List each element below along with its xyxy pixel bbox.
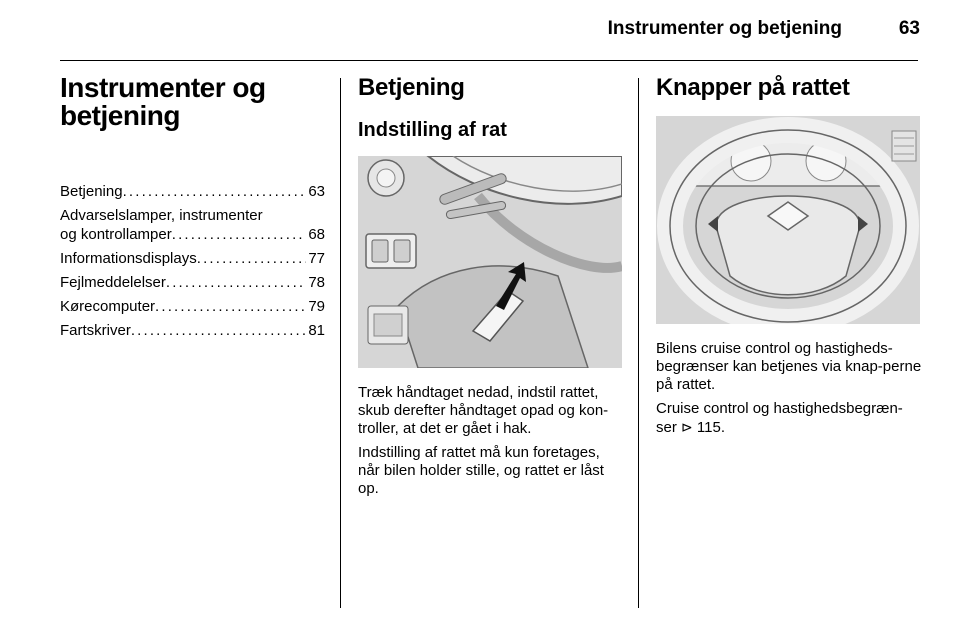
toc-entry-label: Fejlmeddelelser	[60, 274, 166, 291]
knapper-column	[656, 74, 922, 443]
toc-entry-label: Informationsdisplays	[60, 250, 197, 267]
paragraph: Indstilling af rattet må kun foretages, når bilen holder stille, og rattet er låst op.	[358, 444, 604, 497]
toc-entry-label: Kørecomputer	[60, 298, 156, 315]
toc-entry-label: Advarselslamper, instrumenter	[60, 207, 263, 224]
toc-entry-korecomputer[interactable]	[60, 297, 325, 316]
toc-entry-fartskriver[interactable]	[60, 321, 325, 340]
column-divider-left	[340, 78, 341, 608]
toc-entry-page: 68	[308, 226, 325, 243]
section-title: Knapper på rattet	[656, 74, 850, 101]
toc-entry-page: 77	[308, 250, 325, 267]
toc-entry-label: Betjening	[60, 183, 123, 200]
toc-entry-advarselslamper[interactable]	[60, 206, 325, 244]
knapper-text	[656, 340, 922, 437]
toc-entry-page: 81	[308, 322, 325, 339]
steering-wheel-drawing	[656, 116, 920, 324]
chapter-title-line-1: Instrumenter og	[60, 72, 266, 103]
toc-entry-page: 63	[308, 183, 325, 200]
toc-entry-betjening[interactable]	[60, 182, 325, 201]
chapter-title	[60, 74, 325, 130]
column-divider-right	[638, 78, 639, 608]
toc-entry-label: og kontrollamper	[60, 226, 172, 243]
steering-adjust-illustration	[358, 156, 622, 368]
toc-entry-label: Fartskriver	[60, 322, 131, 339]
running-header-title: Instrumenter og betjening	[607, 18, 842, 39]
table-of-contents	[60, 182, 325, 340]
page-number: 63	[898, 18, 920, 39]
header-rule	[60, 60, 918, 61]
steering-adjust-drawing	[358, 156, 622, 368]
page-reference-arrow-icon: ⊳	[681, 419, 693, 435]
paragraph: Bilens cruise control og hastigheds-begrænser kan betjenes via knap-perne på rattet.	[656, 340, 922, 393]
betjening-column	[358, 74, 624, 504]
paragraph-text: Cruise control og hastighedsbegræn-ser	[656, 400, 903, 436]
chapter-title-line-2: betjening	[60, 100, 180, 131]
steering-wheel-buttons-illustration	[656, 116, 920, 324]
paragraph: Træk håndtaget nedad, indstil rattet, skub derefter håndtaget opad og kon-troller, at det er gået i hak.	[358, 384, 609, 437]
chapter-toc-column	[60, 74, 325, 345]
paragraph-with-reference	[656, 400, 922, 437]
toc-entry-page: 79	[308, 298, 325, 315]
subsection-title: Indstilling af rat	[358, 119, 507, 141]
toc-entry-fejlmeddelelser[interactable]	[60, 273, 325, 292]
section-title: Betjening	[358, 74, 465, 101]
toc-entry-page: 78	[308, 274, 325, 291]
betjening-text	[358, 384, 624, 498]
page-reference[interactable]: 115.	[696, 419, 726, 436]
toc-entry-informationsdisplays[interactable]	[60, 249, 325, 268]
